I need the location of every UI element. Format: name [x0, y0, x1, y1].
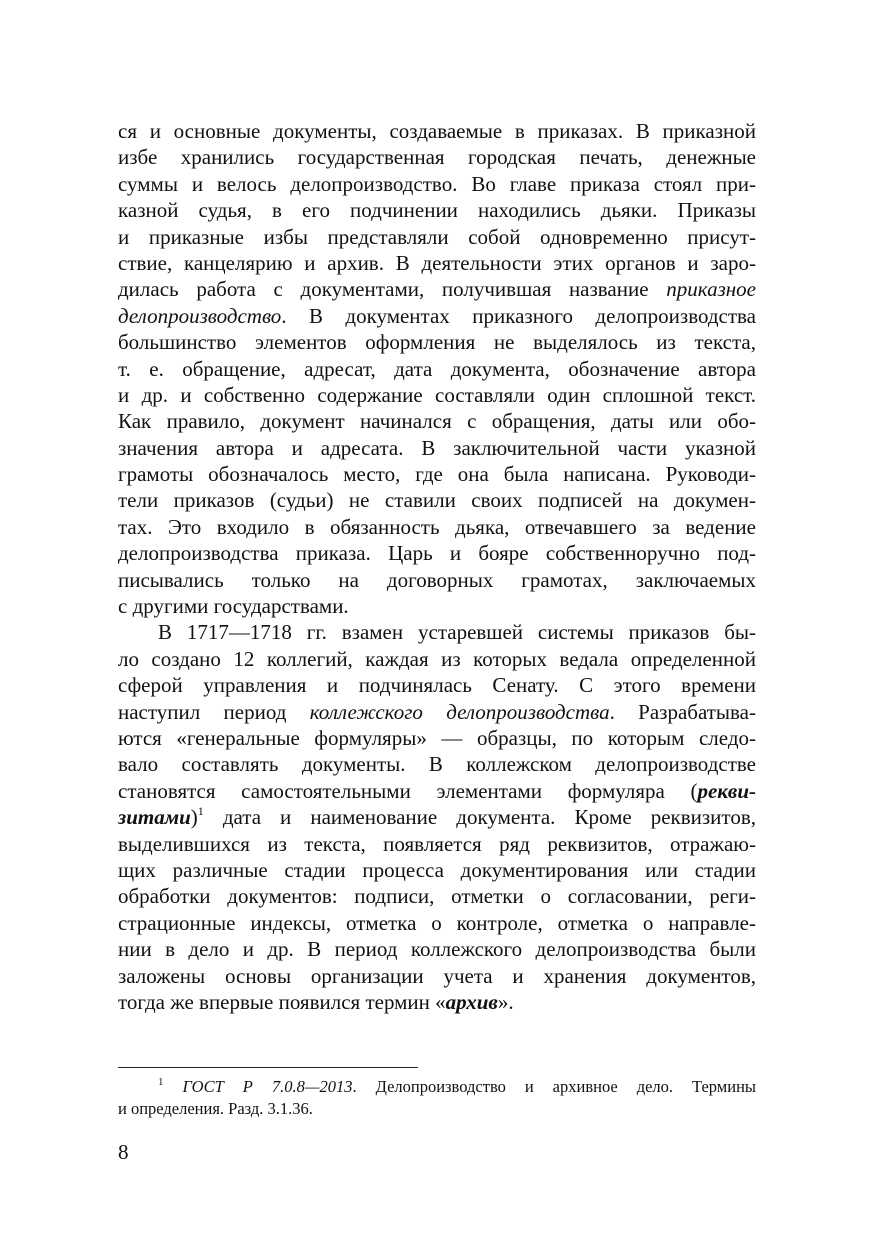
text-line — [118, 804, 756, 830]
text-line: обработки документов: подписи, отметки о согласовании, реги- — [118, 884, 756, 909]
footnote-line: и определения. Разд. 3.1.36. — [118, 1099, 313, 1118]
text-line: ся и основные документы, создаваемые в приказах. В приказной — [118, 119, 756, 143]
italic-term: делопроизводство — [118, 303, 282, 328]
text-line: страционные индексы, отметка о контроле, отметка о направле- — [118, 910, 756, 935]
bold-italic-term: архив — [445, 989, 498, 1014]
text-line: щих различные стадии процесса документирования или стадии — [118, 857, 756, 882]
text-line: значения автора и адресата. В заключительной части указной — [118, 435, 756, 460]
text-line: ствие, канцелярию и архив. В деятельности этих органов и заро- — [118, 250, 756, 275]
text-line: и др. и собственно содержание составляли один сплошной текст. — [118, 382, 756, 407]
text-line: Как правило, документ начинался с обращения, даты или обо- — [118, 409, 756, 434]
text-line: и приказные избы представляли собой одновременно присут- — [118, 224, 756, 249]
text-line: выделившихся из текста, появляется ряд реквизитов, отражаю- — [118, 831, 756, 856]
text-line — [118, 699, 756, 725]
footnote — [118, 1076, 756, 1120]
text-line — [118, 778, 756, 804]
text-line: избе хранились государственная городская печать, денежные — [118, 145, 756, 170]
page-number: 8 — [118, 1140, 129, 1164]
text-line: ются «генеральные формуляры» — образцы, по которым следо- — [118, 725, 756, 750]
text-line: сферой управления и подчинялась Сенату. С этого времени — [118, 673, 756, 698]
text-line — [118, 989, 756, 1015]
text-line: казной судья, в его подчинении находились дьяки. Приказы — [118, 198, 756, 223]
footnote-text: . Делопроизводство и архивное дело. Термины — [352, 1077, 756, 1096]
text-line: писывались только на договорных грамотах, заключаемых — [118, 567, 756, 592]
footnote-line — [118, 1076, 756, 1098]
body-text — [118, 118, 756, 1015]
text-line: суммы и велось делопроизводство. Во главе приказа стоял при- — [118, 171, 756, 196]
bold-italic-term: зитами — [118, 805, 191, 830]
text-line: тах. Это входило в обязанность дьяка, отвечавшего за ведение — [118, 514, 756, 539]
italic-term: коллежского делопроизводства — [309, 699, 610, 724]
text-line: заложены основы организации учета и хранения документов, — [118, 963, 756, 988]
footnote-marker: 1 — [158, 1076, 164, 1088]
text-line: нии в дело и др. В период коллежского делопроизводства были — [118, 937, 756, 962]
text-line: грамоты обозначалось место, где она была написана. Руководи- — [118, 462, 756, 487]
bold-italic-term: рекви- — [697, 778, 756, 803]
text-run: . В документах приказного делопроизводства — [281, 303, 756, 328]
text-run: . Разрабатыва- — [609, 699, 756, 724]
text-run: становятся самостоятельными элементами формуляра ( — [118, 778, 698, 803]
footnote-source: ГОСТ Р 7.0.8—2013 — [182, 1077, 353, 1096]
text-run: ». — [497, 989, 514, 1014]
text-run: ) — [190, 805, 198, 830]
text-line: т. е. обращение, адресат, дата документа, обозначение автора — [118, 356, 756, 381]
text-run: наступил период — [118, 699, 310, 724]
text-run: тогда же впервые появился термин « — [118, 989, 446, 1014]
text-line — [118, 303, 756, 329]
text-line: тели приказов (судьи) не ставили своих подписей на докумен- — [118, 488, 756, 513]
text-run: дилась работа с документами, получившая название — [118, 277, 667, 302]
footnote-ref: 1 — [197, 804, 204, 819]
text-line: В 1717—1718 гг. взамен устаревшей системы приказов бы- — [158, 620, 756, 645]
text-line: вало составлять документы. В коллежском делопроизводстве — [118, 752, 756, 777]
italic-term: приказное — [666, 277, 756, 302]
text-line — [118, 276, 756, 302]
text-line: ло создано 12 коллегий, каждая из которых ведала определенной — [118, 646, 756, 671]
text-line: с другими государствами. — [118, 594, 349, 619]
text-run: дата и наименование документа. Кроме реквизитов, — [203, 805, 756, 830]
footnote-divider — [118, 1067, 418, 1068]
text-line: большинство элементов оформления не выделялось из текста, — [118, 330, 756, 355]
text-line: делопроизводства приказа. Царь и бояре собственноручно под- — [118, 541, 756, 566]
